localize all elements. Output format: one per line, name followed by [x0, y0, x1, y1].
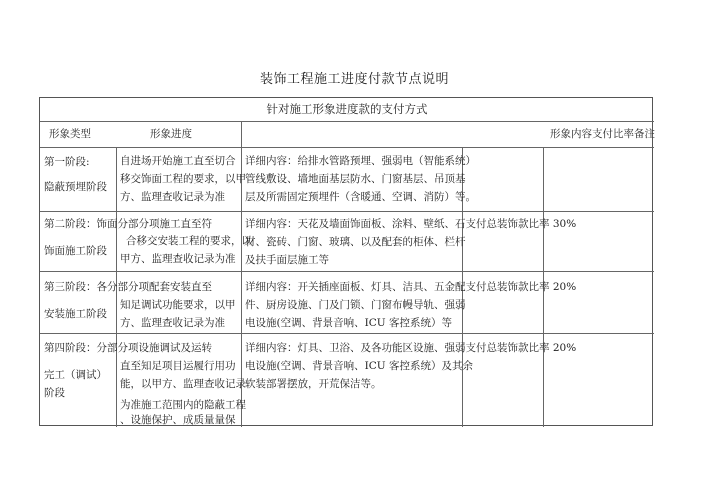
stage-label: 第二阶段：饰面分部分项施工直至符 [44, 218, 212, 230]
progress-text: 甲方、监理查收记录为准 [120, 253, 236, 265]
document-title: 装饰工程施工进度付款节点说明 [259, 72, 449, 87]
header-stage-type: 形象类型 [49, 128, 91, 140]
header-content-ratio-note: 形象内容支付比率备注 [550, 128, 655, 140]
progress-text: 方、监理查收记录为准 [120, 191, 225, 203]
stage-name: 隐蔽预埋阶段 [44, 181, 107, 193]
content-text: 电设施(空调、背景音响、ICU 客控系统）及其余 [245, 360, 473, 372]
content-text: 详细内容：开关插座面板、灯具、洁具、五金配支付总装饰款比率 20% [245, 281, 577, 293]
stage-name: 安装施工阶段 [44, 308, 107, 320]
progress-text: 为准施工范围内的隐蔽工程 [120, 399, 246, 411]
table-divider [40, 333, 654, 334]
progress-text: 合移交安装工程的要求，以 [126, 235, 252, 247]
table-divider [40, 271, 654, 272]
stage-name: 饰面施工阶段 [44, 245, 107, 257]
table-divider [40, 147, 654, 148]
content-text: 层及所需固定预埋件（含暖通、空调、消防）等。 [245, 191, 476, 203]
content-text: 材、瓷砖、门窗、玻璃、以及配套的柜体、栏杆 [245, 236, 466, 248]
stage-label: 第四阶段：分部分项设施调试及运转 [44, 342, 212, 354]
content-text: 详细内容：天花及墙面饰面板、涂料、壁纸、石支付总装饰款比率 30% [245, 218, 577, 230]
content-text: 件、厨房设施、门及门锁、门窗布幔导轨、强弱 [245, 299, 466, 311]
progress-text: 自进场开始施工直至切合 [120, 155, 236, 167]
stage-label: 第三阶段：各分部分项配套安装直至 [44, 281, 212, 293]
progress-text: 方、监理查收记录为准 [120, 317, 225, 329]
stage-name: 完工（调试） [44, 369, 107, 381]
header-progress: 形象进度 [150, 128, 192, 140]
table-divider [40, 211, 654, 212]
progress-text: 、设施保护、成质量量保 [120, 414, 236, 426]
table-divider [40, 121, 654, 122]
payment-table [39, 97, 653, 426]
content-text: 管线敷设、墙地面基层防水、门窗基层、吊顶基 [245, 173, 466, 185]
progress-text: 知足调试功能要求，以甲 [120, 299, 236, 311]
progress-text: 能，以甲方、监理查收记录 [120, 378, 246, 390]
stage-label: 第一阶段: [44, 156, 90, 168]
stage-name-suffix: 阶段 [44, 387, 65, 399]
progress-text: 移交饰面工程的要求，以甲 [120, 173, 246, 185]
content-text: 电设施(空调、背景音响、ICU 客控系统）等 [245, 317, 452, 329]
content-text: 软装部署摆放，开荒保洁等。 [245, 378, 382, 390]
content-text: 详细内容：灯具、卫浴、及各功能区设施、强弱支付总装饰款比率 20% [245, 342, 577, 354]
table-caption: 针对施工形象进度款的支付方式 [266, 102, 428, 116]
content-text: 详细内容：给排水管路预埋、强弱电（智能系统） [245, 155, 476, 167]
content-text: 及扶手面层施工等 [245, 254, 329, 266]
progress-text: 直至知足项目运履行用功 [120, 360, 236, 372]
